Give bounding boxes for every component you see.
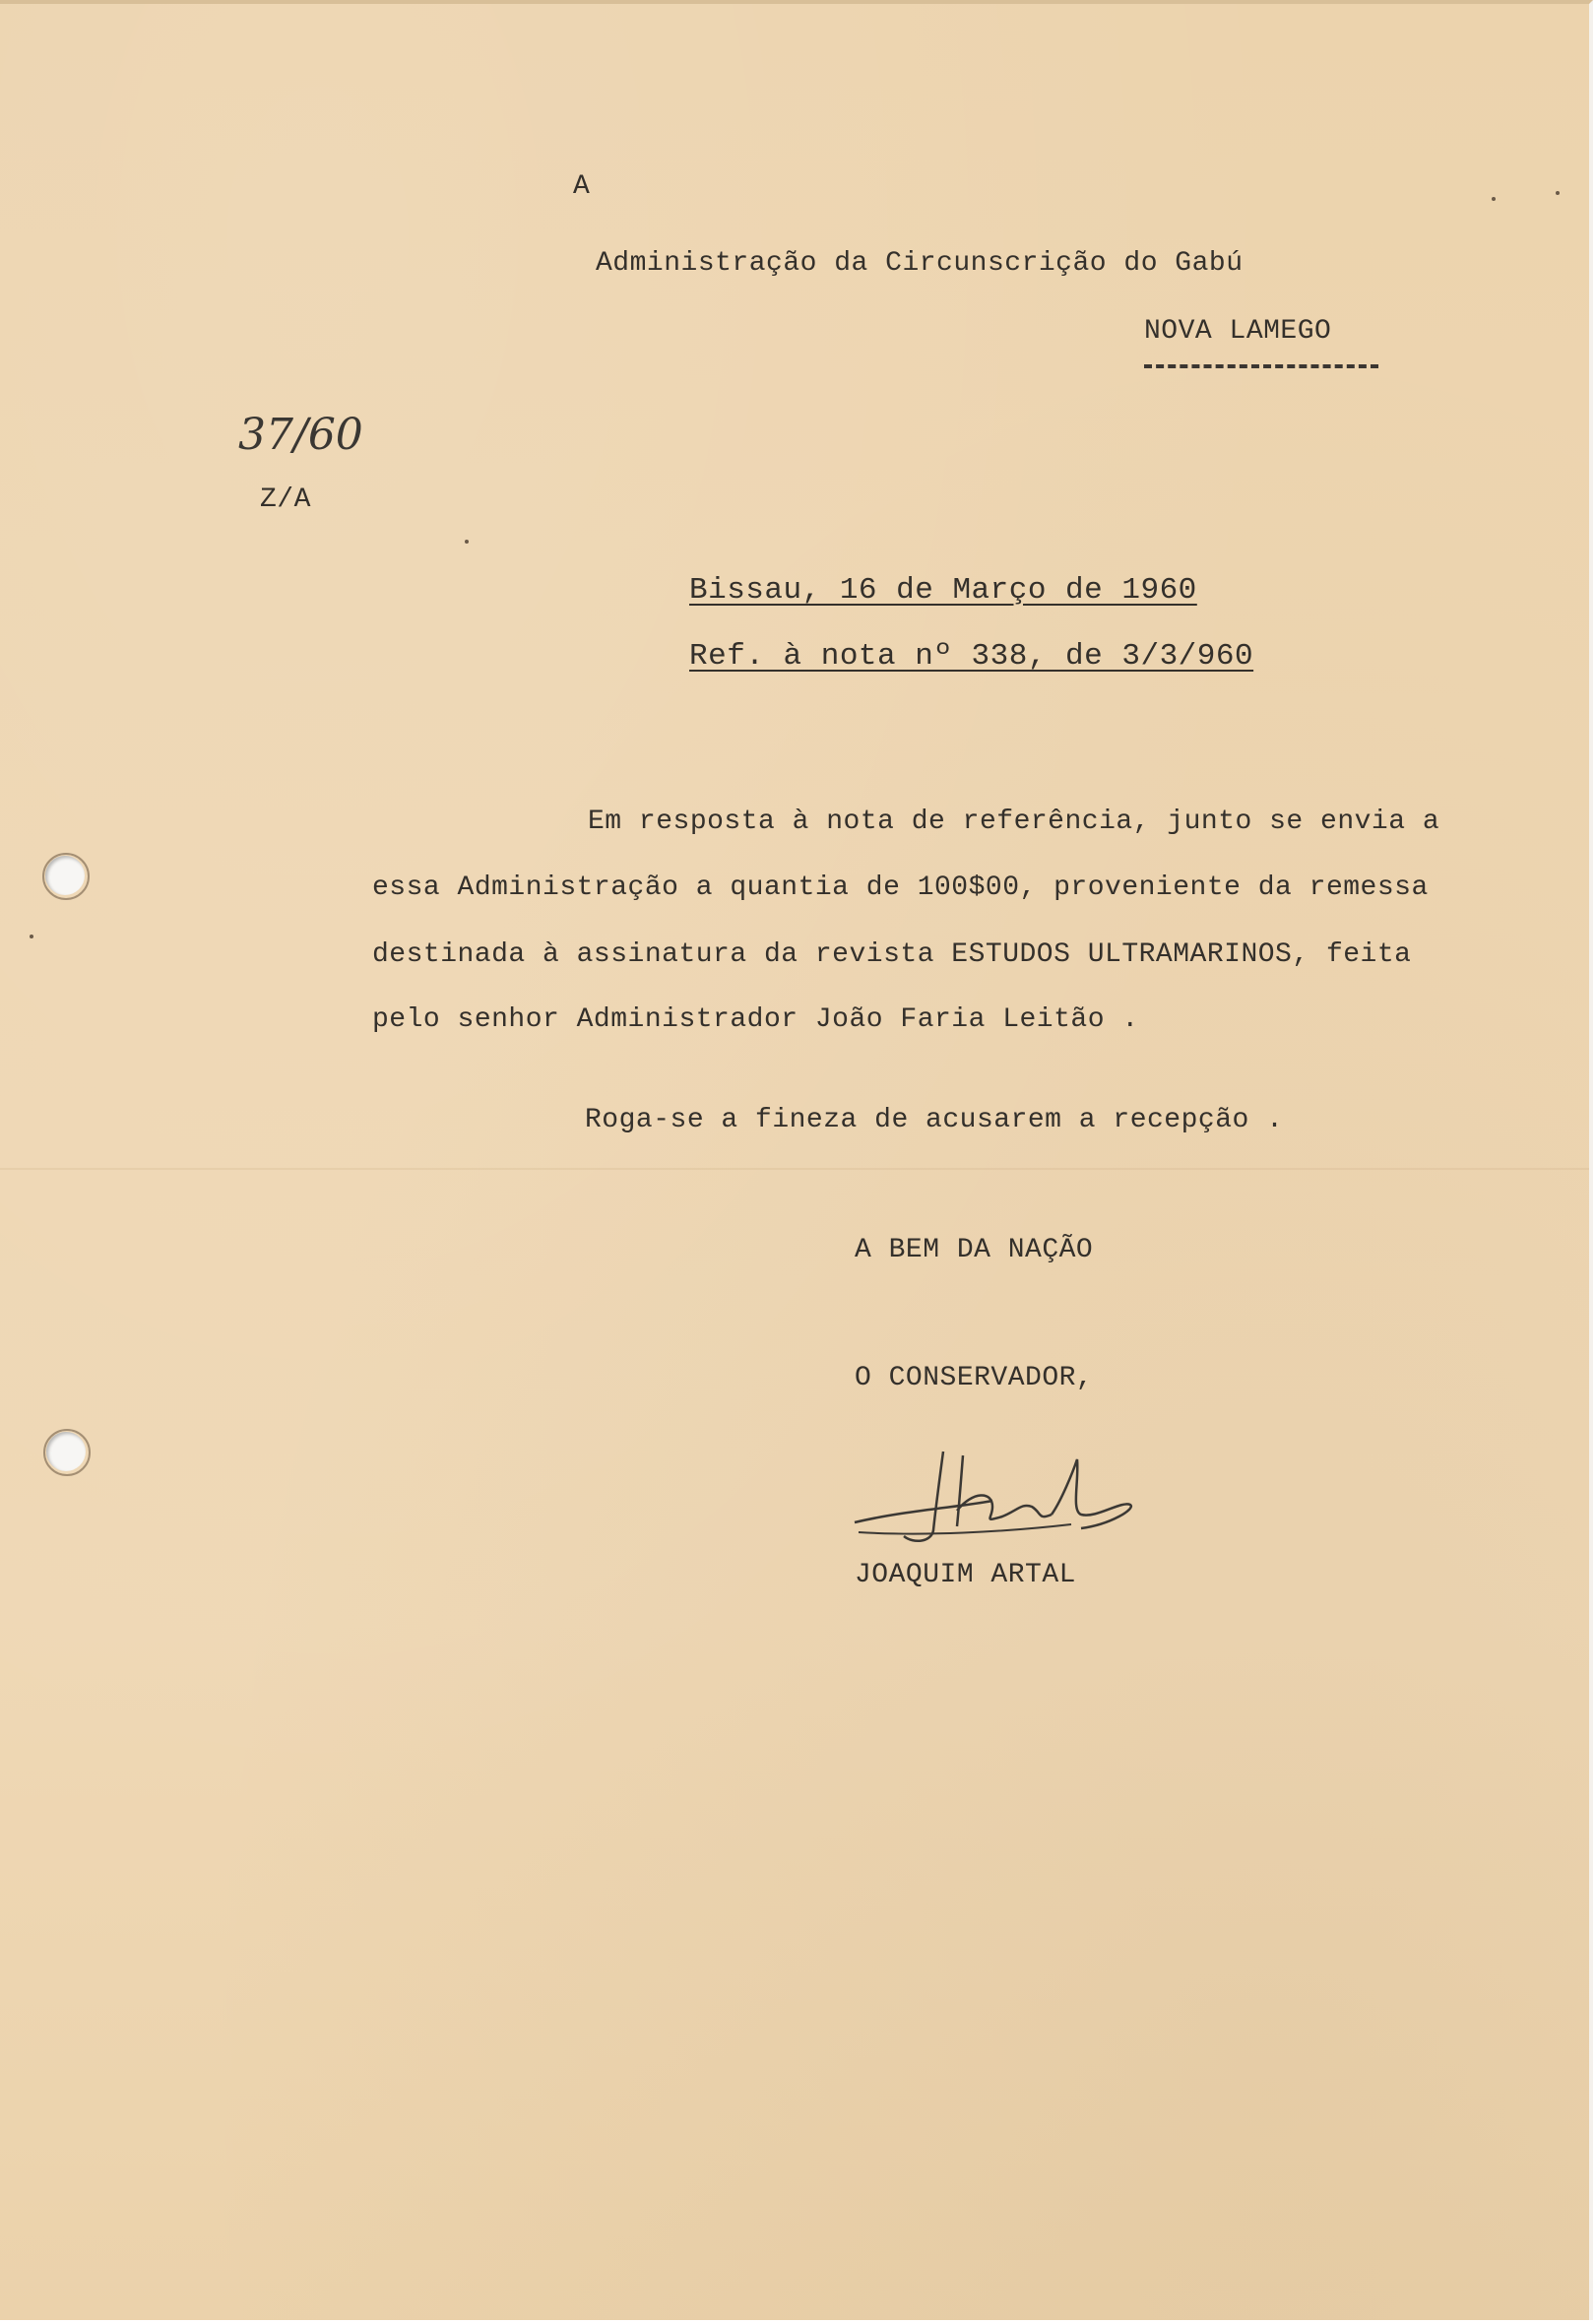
salutation-mark: A <box>573 171 591 202</box>
body-line-2: essa Administração a quantia de 100$00, proveniente da remessa <box>372 872 1429 903</box>
paper-speck <box>30 935 33 938</box>
closing-line: A BEM DA NAÇÃO <box>855 1235 1094 1265</box>
file-code: Z/A <box>260 484 311 515</box>
body-line-4: pelo senhor Administrador João Faria Leitão . <box>372 1004 1139 1035</box>
signer-name: JOAQUIM ARTAL <box>855 1560 1076 1590</box>
place-underline <box>1144 364 1378 368</box>
recipient-place: NOVA LAMEGO <box>1144 316 1332 347</box>
reference-line: Ref. à nota nº 338, de 3/3/960 <box>689 639 1254 674</box>
punch-hole-top <box>45 856 85 895</box>
paper-speck <box>465 540 469 544</box>
body-line-1: Em resposta à nota de referência, junto se envia a <box>588 807 1440 837</box>
request-line: Roga-se a fineza de acusarem a recepção . <box>585 1105 1284 1135</box>
recipient-line: Administração da Circunscrição do Gabú <box>596 248 1244 279</box>
punch-hole-bottom <box>46 1432 86 1471</box>
file-number: 37/60 <box>238 410 363 460</box>
signer-title: O CONSERVADOR, <box>855 1363 1094 1393</box>
handwritten-signature <box>845 1442 1160 1560</box>
paper-speck <box>1556 191 1560 195</box>
date-line: Bissau, 16 de Março de 1960 <box>689 573 1197 608</box>
paper-speck <box>1492 197 1496 201</box>
body-line-3: destinada à assinatura da revista ESTUDOS ULTRAMARINOS, feita <box>372 939 1412 970</box>
paper-fold <box>0 1168 1589 1170</box>
